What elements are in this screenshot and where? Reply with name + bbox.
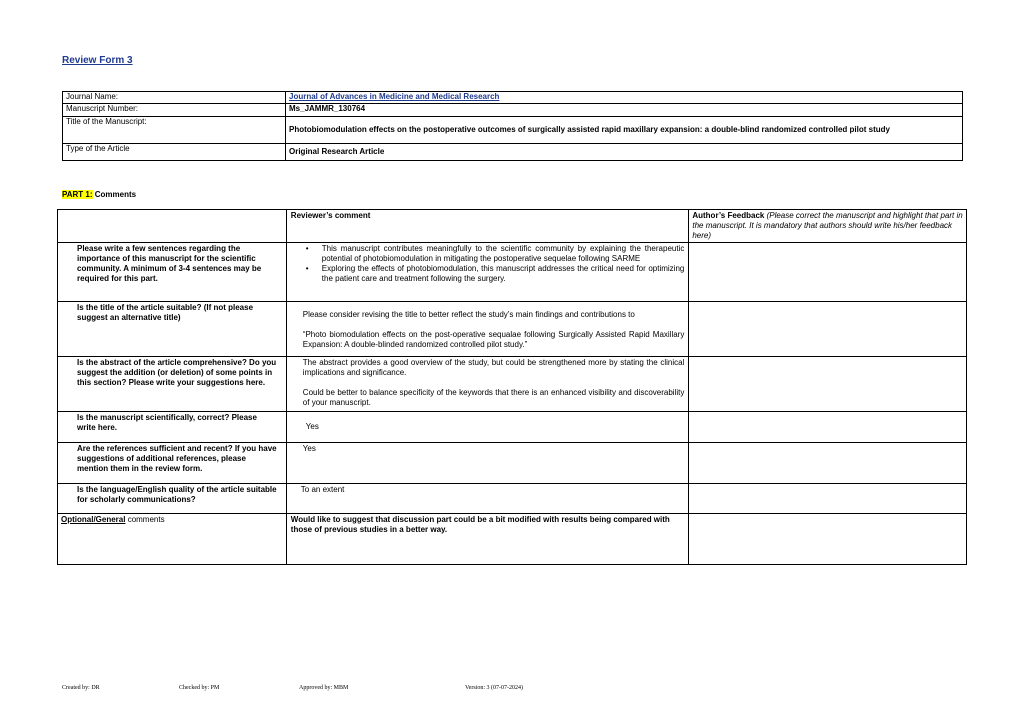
references-row — [58, 443, 967, 484]
importance-bullet-1: • This manuscript contributes meaningfully to the scientific community by explaining the therapeutic potential of photobiomodulation in mitigating the postoperative sequelae following SARME — [303, 244, 685, 264]
journal-name-link[interactable]: Journal of Advances in Medicine and Medical Research — [289, 92, 500, 101]
importance-row — [58, 243, 967, 302]
reviewer-comment-header: Reviewer’s comment — [286, 210, 689, 243]
author-feedback-title: Author’s Feedback — [692, 211, 765, 220]
title-label: Title of the Manuscript: — [63, 117, 286, 144]
journal-name-label: Journal Name: — [63, 92, 286, 104]
optional-label-cell — [58, 514, 287, 565]
title-value — [286, 117, 963, 144]
optional-label: Optional/General — [61, 515, 126, 524]
abstract-para-2: Could be better to balance specificity of the keywords that there is an enhanced visibility and discoverability of your manuscript. — [302, 388, 685, 407]
language-question: Is the language/English quality of the article suitable for scholarly communications? — [58, 484, 287, 514]
article-type-label: Type of the Article — [63, 144, 286, 161]
part1-label: PART 1: — [62, 190, 93, 199]
footer-checked-by: Checked by: PM — [179, 685, 220, 691]
language-feedback-cell[interactable] — [689, 484, 967, 514]
footer-created-by: Created by: DR — [62, 685, 100, 691]
manuscript-number-value: Ms_JAMMR_130764 — [286, 104, 963, 117]
optional-answer: Would like to suggest that discussion part could be a bit modified with results being compared with those of previous studies in a better way. — [286, 514, 689, 565]
title-suitability-question: Is the title of the article suitable? (If not please suggest an alternative title) — [58, 302, 287, 357]
importance-bullet-2: • Exploring the effects of photobiomodulation, this manuscript addresses the critical need for optimizing the patient care and treatment following the surgery. — [303, 264, 685, 284]
optional-row — [58, 514, 967, 565]
comments-table — [57, 209, 967, 565]
footer-approved-by: Approved by: MBM — [299, 685, 349, 691]
abstract-row — [58, 357, 967, 412]
language-answer: To an extent — [286, 484, 689, 514]
part1-heading — [62, 190, 136, 199]
importance-question: Please write a few sentences regarding the importance of this manuscript for the scientific community. A minimum of 3-4 sentences may be required for this part. — [58, 243, 287, 302]
part1-heading-text: Comments — [92, 190, 137, 199]
title-suitability-answer — [286, 302, 689, 357]
importance-feedback-cell[interactable] — [689, 243, 967, 302]
optional-label-suffix: comments — [125, 515, 165, 524]
language-row — [58, 484, 967, 514]
manuscript-number-label: Manuscript Number: — [63, 104, 286, 117]
article-type-row — [63, 144, 963, 161]
scientific-feedback-cell[interactable] — [689, 412, 967, 443]
journal-name-row — [63, 92, 963, 104]
title-suitability-para-1: Please consider revising the title to better reflect the study’s main findings and contributions to — [302, 310, 635, 319]
scientific-question: Is the manuscript scientifically, correct? Please write here. — [58, 412, 287, 443]
title-suitability-row — [58, 302, 967, 357]
title-suitability-feedback-cell[interactable] — [689, 302, 967, 357]
importance-answer — [286, 243, 689, 302]
form-title: Review Form 3 — [62, 55, 133, 66]
manuscript-number-row — [63, 104, 963, 117]
author-feedback-header — [689, 210, 967, 243]
optional-feedback-cell[interactable] — [689, 514, 967, 565]
scientific-answer: Yes — [286, 412, 689, 443]
references-feedback-cell[interactable] — [689, 443, 967, 484]
abstract-question: Is the abstract of the article comprehensive? Do you suggest the addition (or deletion) of some points in this section? Please write your suggestions here. — [58, 357, 287, 412]
footer-version: Version: 3 (07-07-2024) — [465, 685, 523, 691]
empty-header-cell — [58, 210, 287, 243]
journal-name-value — [286, 92, 963, 104]
manuscript-info-table — [62, 91, 963, 161]
abstract-answer — [286, 357, 689, 412]
scientific-row — [58, 412, 967, 443]
references-answer: Yes — [286, 443, 689, 484]
abstract-para-1: The abstract provides a good overview of the study, but could be strengthened more by stating the clinical implications and significance. — [302, 358, 685, 377]
abstract-feedback-cell[interactable] — [689, 357, 967, 412]
comments-header-row — [58, 210, 967, 243]
author-feedback-instructions: (Please correct the manuscript and highlight that part in the manuscript. It is mandatory that authors should write his/her feedback here) — [692, 211, 963, 240]
title-text: Photobiomodulation effects on the postoperative outcomes of surgically assisted rapid maxillary expansion: a double-blind randomized controlled pilot study — [289, 125, 890, 134]
importance-bullet-list — [303, 244, 685, 284]
title-suitability-para-2: “Photo biomodulation effects on the post-operative sequalae following Surgically Assisted Rapid Maxillary Expansion: A double-blinded randomized controlled pilot study.” — [302, 330, 685, 349]
references-question: Are the references sufficient and recent? If you have suggestions of additional references, please mention them in the review form. — [58, 443, 287, 484]
title-row — [63, 117, 963, 144]
article-type-value: Original Research Article — [286, 144, 963, 161]
